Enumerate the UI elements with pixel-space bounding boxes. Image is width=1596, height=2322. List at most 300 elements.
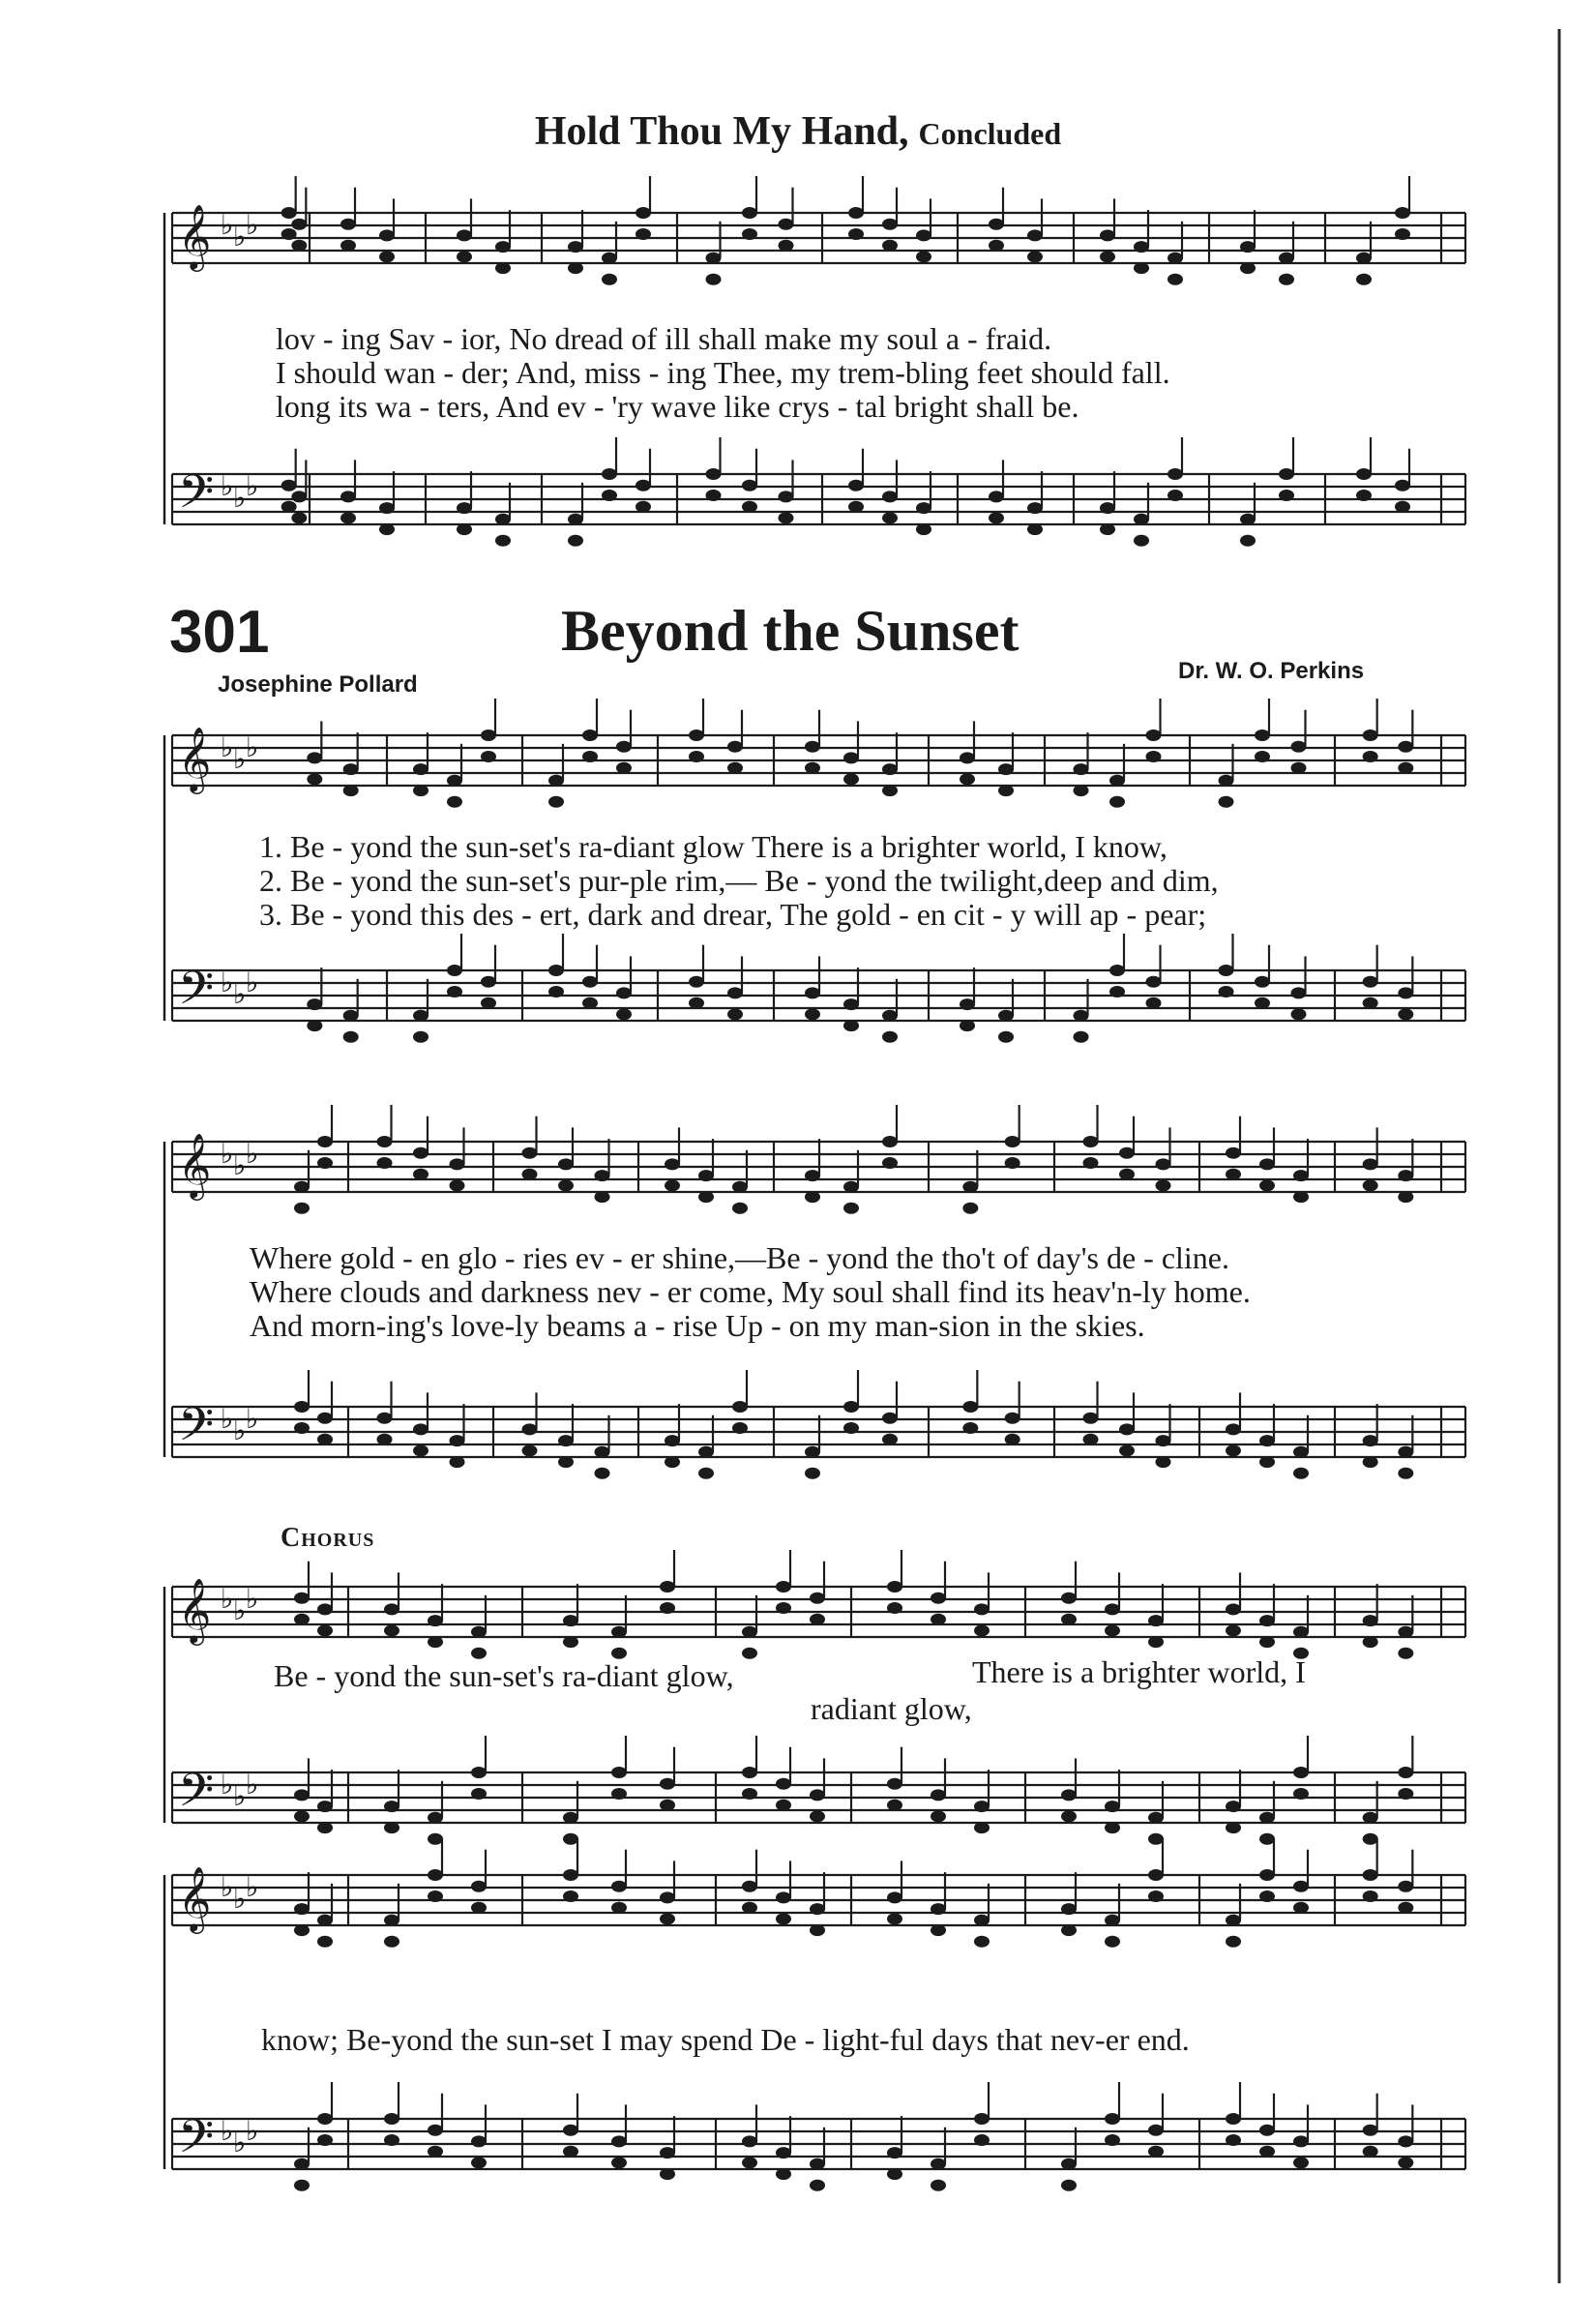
- note-head: [1259, 1158, 1275, 1170]
- note-head: [413, 763, 429, 775]
- note-head: [1219, 986, 1234, 997]
- note-head: [471, 2157, 487, 2168]
- note-head: [779, 240, 794, 252]
- note-head: [558, 1435, 574, 1446]
- note-head: [882, 1031, 898, 1043]
- note-head: [916, 251, 931, 262]
- note-head: [916, 502, 931, 514]
- note-head: [1363, 1615, 1378, 1626]
- note-head: [602, 468, 617, 480]
- note-head: [1148, 2146, 1164, 2158]
- note-head: [1226, 1822, 1241, 1833]
- note-head: [1279, 274, 1294, 285]
- note-head: [843, 773, 859, 785]
- note-head: [742, 1902, 757, 1914]
- flat-icon: ♭: [246, 1769, 259, 1801]
- note-head: [522, 1169, 538, 1180]
- note-head: [665, 1456, 680, 1468]
- note-head: [727, 762, 743, 774]
- note-head: [522, 1444, 538, 1456]
- note-head: [960, 752, 975, 763]
- flat-icon: ♭: [246, 470, 259, 502]
- note-head: [1240, 262, 1256, 274]
- note-head: [1219, 775, 1234, 787]
- note-head: [1293, 1626, 1309, 1638]
- note-head: [843, 998, 859, 1010]
- note-head: [882, 1413, 898, 1424]
- note-head: [962, 1181, 978, 1193]
- note-head: [1156, 1158, 1171, 1170]
- note-head: [848, 207, 864, 219]
- note-head: [563, 1890, 578, 1902]
- note-head: [1083, 1157, 1099, 1169]
- note-head: [962, 1203, 978, 1214]
- note-head: [887, 2147, 902, 2158]
- note-head: [1167, 274, 1183, 285]
- flat-icon: ♭: [233, 1883, 247, 1915]
- lyricist-credit: Josephine Pollard: [218, 671, 418, 698]
- note-head: [471, 1648, 487, 1659]
- note-head: [428, 1812, 443, 1824]
- note-head: [428, 1615, 443, 1626]
- flat-icon: ♭: [221, 1871, 234, 1903]
- note-head: [887, 1800, 902, 1811]
- note-head: [1109, 965, 1125, 976]
- note-head: [413, 1423, 429, 1435]
- note-head: [595, 1170, 610, 1181]
- note-head: [843, 1181, 859, 1193]
- note-head: [1363, 1456, 1378, 1468]
- note-head: [471, 1788, 487, 1800]
- staff-7: [172, 1550, 1465, 1659]
- note-head: [1119, 1169, 1135, 1180]
- note-head: [1226, 1624, 1241, 1636]
- note-head: [317, 1157, 333, 1169]
- note-head: [660, 2147, 675, 2158]
- note-head: [548, 775, 564, 787]
- note-head: [1363, 997, 1378, 1009]
- note-head: [810, 1614, 825, 1625]
- note-head: [1226, 1147, 1241, 1159]
- note-head: [582, 997, 598, 1009]
- note-head: [291, 491, 307, 502]
- note-head: [1219, 796, 1234, 808]
- note-head: [616, 762, 632, 774]
- note-head: [887, 1913, 902, 1924]
- note-head: [616, 987, 632, 998]
- note-head: [1279, 490, 1294, 501]
- bass-clef-icon: 𝄢: [178, 1763, 215, 1829]
- note-head: [291, 512, 307, 523]
- note-head: [660, 1581, 675, 1593]
- note-head: [843, 1020, 859, 1031]
- note-head: [706, 468, 722, 480]
- note-head: [294, 1903, 310, 1915]
- note-head: [1363, 1636, 1378, 1648]
- note-head: [384, 2134, 399, 2146]
- note-head: [776, 1800, 791, 1811]
- note-head: [450, 1158, 465, 1170]
- note-head: [294, 1181, 310, 1193]
- note-head: [660, 1891, 675, 1903]
- note-head: [1279, 253, 1294, 264]
- note-head: [1134, 262, 1149, 274]
- note-head: [317, 1413, 333, 1424]
- note-head: [1356, 253, 1372, 264]
- note-head: [317, 2113, 333, 2125]
- note-head: [548, 986, 564, 997]
- note-head: [1083, 1413, 1099, 1424]
- note-head: [887, 1778, 902, 1790]
- note-head: [974, 1822, 990, 1833]
- note-head: [457, 523, 472, 535]
- bass-clef-icon: 𝄢: [178, 961, 215, 1027]
- note-head: [843, 1203, 859, 1214]
- note-head: [563, 2125, 578, 2136]
- note-head: [281, 207, 297, 219]
- note-head: [495, 514, 511, 525]
- note-head: [611, 1648, 627, 1659]
- note-head: [450, 1179, 465, 1191]
- staff-8: [172, 1736, 1465, 1845]
- note-head: [582, 729, 598, 741]
- note-head: [742, 2135, 757, 2147]
- note-head: [611, 1767, 627, 1778]
- note-head: [1100, 523, 1115, 535]
- flat-icon: ♭: [246, 1871, 259, 1903]
- note-head: [989, 491, 1004, 502]
- note-head: [1259, 1179, 1275, 1191]
- note-head: [1105, 1603, 1120, 1615]
- note-head: [450, 1456, 465, 1468]
- note-head: [281, 480, 297, 491]
- note-head: [689, 729, 704, 741]
- chorus-lyric-1b: There is a brighter world, I: [972, 1654, 1306, 1689]
- note-head: [563, 1636, 578, 1648]
- note-head: [843, 752, 859, 763]
- note-head: [1226, 2134, 1241, 2146]
- note-head: [660, 1913, 675, 1924]
- note-head: [660, 1800, 675, 1811]
- note-head: [989, 219, 1004, 230]
- note-head: [931, 1789, 946, 1801]
- note-head: [1226, 1936, 1241, 1948]
- hymn-title: Beyond the Sunset: [561, 599, 1020, 663]
- note-head: [602, 274, 617, 285]
- note-head: [281, 228, 297, 240]
- note-head: [1398, 741, 1413, 753]
- note-head: [548, 965, 564, 976]
- note-head: [810, 1789, 825, 1801]
- note-head: [294, 1422, 310, 1434]
- note-head: [1356, 490, 1372, 501]
- flat-icon: ♭: [221, 209, 234, 241]
- note-head: [379, 251, 395, 262]
- note-head: [481, 751, 496, 762]
- note-head: [1363, 1179, 1378, 1191]
- note-head: [1395, 228, 1410, 240]
- note-head: [384, 1936, 399, 1948]
- note-head: [307, 773, 322, 785]
- note-head: [974, 1936, 990, 1948]
- note-head: [1148, 1890, 1164, 1902]
- note-head: [1259, 2146, 1275, 2158]
- note-head: [294, 1203, 310, 1214]
- note-head: [727, 987, 743, 998]
- note-head: [1398, 987, 1413, 998]
- note-head: [1105, 1624, 1120, 1636]
- note-head: [294, 1614, 310, 1625]
- note-head: [317, 1136, 333, 1147]
- note-head: [810, 1903, 825, 1915]
- staff-1: [172, 176, 1465, 285]
- note-head: [1293, 1881, 1309, 1892]
- note-head: [805, 741, 820, 753]
- note-head: [558, 1179, 574, 1191]
- note-head: [882, 512, 898, 523]
- flat-icon: ♭: [233, 2127, 247, 2158]
- note-head: [665, 1158, 680, 1170]
- note-head: [1240, 514, 1256, 525]
- note-head: [471, 1881, 487, 1892]
- note-head: [974, 2134, 990, 2146]
- note-head: [1291, 987, 1307, 998]
- flat-icon: ♭: [233, 1594, 247, 1626]
- note-head: [882, 1434, 898, 1445]
- note-head: [1226, 1444, 1241, 1456]
- note-head: [1356, 468, 1372, 480]
- note-head: [805, 987, 820, 998]
- note-head: [281, 501, 297, 513]
- note-head: [916, 523, 931, 535]
- note-head: [457, 502, 472, 514]
- note-head: [689, 997, 704, 1009]
- note-head: [660, 1602, 675, 1614]
- note-head: [1105, 1801, 1120, 1812]
- lyric-line-verse3-b: And morn-ing's love-ly beams a - rise Up - on my man-sion in the skies.: [250, 1308, 1145, 1343]
- note-head: [611, 1788, 627, 1800]
- note-head: [379, 229, 395, 241]
- note-head: [998, 1031, 1014, 1043]
- note-head: [1061, 2180, 1077, 2191]
- note-head: [1148, 1636, 1164, 1648]
- note-head: [447, 986, 462, 997]
- note-head: [805, 1008, 820, 1020]
- note-head: [481, 729, 496, 741]
- note-head: [384, 1822, 399, 1833]
- note-head: [1146, 997, 1162, 1009]
- note-head: [1061, 1903, 1077, 1915]
- note-head: [294, 1593, 310, 1604]
- flat-icon: ♭: [221, 1403, 234, 1435]
- note-head: [706, 490, 722, 501]
- note-head: [1279, 468, 1294, 480]
- note-head: [1293, 1468, 1309, 1479]
- note-head: [776, 1913, 791, 1924]
- note-head: [450, 1435, 465, 1446]
- note-head: [732, 1401, 748, 1413]
- flat-icon: ♭: [233, 743, 247, 775]
- note-head: [563, 1615, 578, 1626]
- note-head: [698, 1468, 714, 1479]
- note-head: [413, 1010, 429, 1022]
- note-head: [974, 1624, 990, 1636]
- note-head: [495, 535, 511, 547]
- note-head: [779, 491, 794, 502]
- note-head: [294, 1789, 310, 1801]
- note-head: [1109, 796, 1125, 808]
- note-head: [1259, 1812, 1275, 1824]
- note-head: [1119, 1423, 1135, 1435]
- note-head: [742, 228, 757, 240]
- note-head: [1156, 1435, 1171, 1446]
- note-head: [1083, 1136, 1099, 1147]
- note-head: [706, 274, 722, 285]
- note-head: [1293, 1191, 1309, 1203]
- note-head: [635, 480, 651, 491]
- note-head: [1226, 1423, 1241, 1435]
- note-head: [998, 763, 1014, 775]
- bass-clef-icon: 𝄢: [178, 2109, 215, 2175]
- note-head: [1259, 2125, 1275, 2136]
- note-head: [810, 1810, 825, 1822]
- note-head: [1363, 1812, 1378, 1824]
- note-head: [660, 2168, 675, 2180]
- note-head: [377, 1434, 393, 1445]
- note-head: [742, 1626, 757, 1638]
- note-head: [882, 763, 898, 775]
- note-head: [1291, 741, 1307, 753]
- note-head: [377, 1157, 393, 1169]
- note-head: [428, 1636, 443, 1648]
- note-head: [558, 1456, 574, 1468]
- note-head: [582, 976, 598, 988]
- note-head: [1398, 1626, 1413, 1638]
- note-head: [1005, 1136, 1020, 1147]
- note-head: [698, 1191, 714, 1203]
- note-head: [558, 1158, 574, 1170]
- note-head: [1027, 523, 1043, 535]
- note-head: [447, 796, 462, 808]
- note-head: [962, 1401, 978, 1413]
- treble-clef-icon: 𝄞: [178, 1577, 212, 1643]
- note-head: [779, 512, 794, 523]
- note-head: [568, 241, 583, 253]
- flat-icon: ♭: [221, 470, 234, 502]
- note-head: [706, 253, 722, 264]
- note-head: [377, 1136, 393, 1147]
- note-head: [776, 1602, 791, 1614]
- note-head: [962, 1422, 978, 1434]
- note-head: [563, 1869, 578, 1881]
- note-head: [989, 240, 1004, 252]
- note-head: [1395, 480, 1410, 491]
- note-head: [568, 514, 583, 525]
- note-head: [1061, 1614, 1077, 1625]
- bass-clef-icon: 𝄢: [178, 1397, 215, 1463]
- note-head: [1074, 1010, 1089, 1022]
- note-head: [471, 1626, 487, 1638]
- staff-6: [172, 1370, 1465, 1479]
- note-head: [340, 491, 356, 502]
- note-head: [294, 1401, 310, 1413]
- flat-icon: ♭: [246, 731, 259, 763]
- flat-icon: ♭: [246, 1403, 259, 1435]
- note-head: [340, 240, 356, 252]
- note-head: [689, 751, 704, 762]
- note-head: [1395, 207, 1410, 219]
- note-head: [635, 501, 651, 513]
- note-head: [1074, 763, 1089, 775]
- note-head: [428, 1833, 443, 1845]
- composer-credit: Dr. W. O. Perkins: [1178, 658, 1365, 684]
- note-head: [1074, 1031, 1089, 1043]
- note-head: [689, 976, 704, 988]
- note-head: [471, 1767, 487, 1778]
- note-head: [291, 219, 307, 230]
- note-head: [317, 1801, 333, 1812]
- note-head: [1398, 1648, 1413, 1659]
- note-head: [1398, 1881, 1413, 1892]
- note-head: [742, 1648, 757, 1659]
- note-head: [1363, 751, 1378, 762]
- note-head: [665, 1179, 680, 1191]
- note-head: [413, 1031, 429, 1043]
- note-head: [1074, 785, 1089, 796]
- flat-icon: ♭: [233, 1414, 247, 1446]
- note-head: [1240, 241, 1256, 253]
- note-head: [698, 1446, 714, 1458]
- note-head: [457, 251, 472, 262]
- note-head: [495, 241, 511, 253]
- note-head: [931, 1614, 946, 1625]
- note-head: [317, 2134, 333, 2146]
- note-head: [998, 785, 1014, 796]
- note-head: [340, 219, 356, 230]
- note-head: [1363, 1833, 1378, 1845]
- note-head: [1134, 514, 1149, 525]
- note-head: [1259, 1456, 1275, 1468]
- flat-icon: ♭: [246, 967, 259, 998]
- note-head: [776, 2168, 791, 2180]
- note-head: [428, 2146, 443, 2158]
- note-head: [810, 2158, 825, 2170]
- bass-clef-icon: 𝄢: [178, 464, 215, 530]
- note-head: [974, 1801, 990, 1812]
- note-head: [1148, 1812, 1164, 1824]
- note-head: [602, 490, 617, 501]
- note-head: [1293, 2135, 1309, 2147]
- note-head: [1105, 1822, 1120, 1833]
- note-head: [1167, 253, 1183, 264]
- note-head: [1105, 1915, 1120, 1926]
- flat-icon: ♭: [233, 1149, 247, 1181]
- note-head: [563, 1812, 578, 1824]
- note-head: [428, 1890, 443, 1902]
- note-head: [887, 1581, 902, 1593]
- flat-icon: ♭: [233, 978, 247, 1010]
- note-head: [447, 965, 462, 976]
- flat-icon: ♭: [221, 1138, 234, 1170]
- note-head: [848, 228, 864, 240]
- note-head: [810, 1593, 825, 1604]
- note-head: [568, 535, 583, 547]
- note-head: [384, 1915, 399, 1926]
- note-head: [1259, 1869, 1275, 1881]
- note-head: [317, 1603, 333, 1615]
- note-head: [805, 1170, 820, 1181]
- staff-3: [172, 699, 1465, 808]
